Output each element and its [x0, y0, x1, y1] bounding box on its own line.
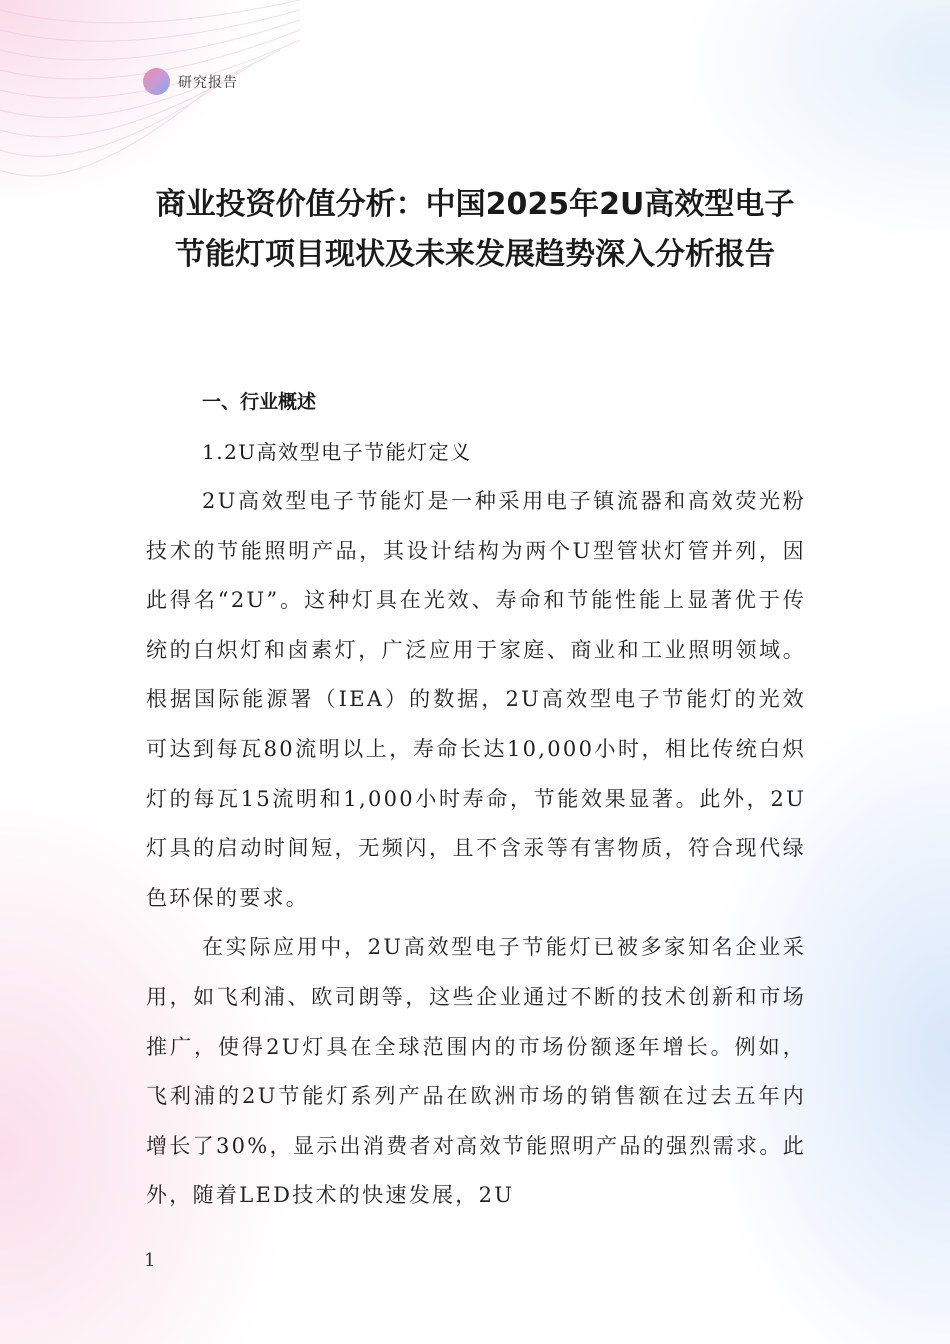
section-heading: 一、行业概述 — [202, 391, 317, 413]
subsection-heading: 1.2U高效型电子节能灯定义 — [202, 440, 472, 464]
body-paragraph-1: 2U高效型电子节能灯是一种采用电子镇流器和高效荧光粉技术的节能照明产品，其设计结构为两个U型管状灯管并列，因此得名“2U”。这种灯具在光效、寿命和节能性能上显著优于传统的白炽灯和卤素灯，广泛应用于家庭、商业和工业照明领域。根据国际能源署（IEA）的数据，2U高效型电子节能灯的光效可达到每瓦80流明以上，寿命长达10,000小时，相比传统白炽灯的每瓦15流明和1,000小时寿命，节能效果显著。此外，2U灯具的启动时间短，无频闪，且不含汞等有害物质，符合现代绿色环保的要求。 — [146, 489, 806, 910]
body-paragraph-2: 在实际应用中，2U高效型电子节能灯已被多家知名企业采用，如飞利浦、欧司朗等，这些企业通过不断的技术创新和市场推广，使得2U灯具在全球范围内的市场份额逐年增长。例如，飞利浦的2U节能灯系列产品在欧洲市场的销售额在过去五年内增长了30%，显示出消费者对高效节能照明产品的强烈需求。此外，随着LED技术的快速发展，2U — [146, 935, 806, 1208]
document-body — [146, 377, 806, 1221]
logo-circle-icon — [143, 68, 170, 95]
document-title: 商业投资价值分析：中国2025年2U高效型电子节能灯项目现状及未来发展趋势深入分析报告 — [155, 187, 795, 272]
page-number: 1 — [144, 1250, 156, 1271]
header-label: 研究报告 — [178, 74, 238, 91]
report-header — [143, 68, 238, 95]
